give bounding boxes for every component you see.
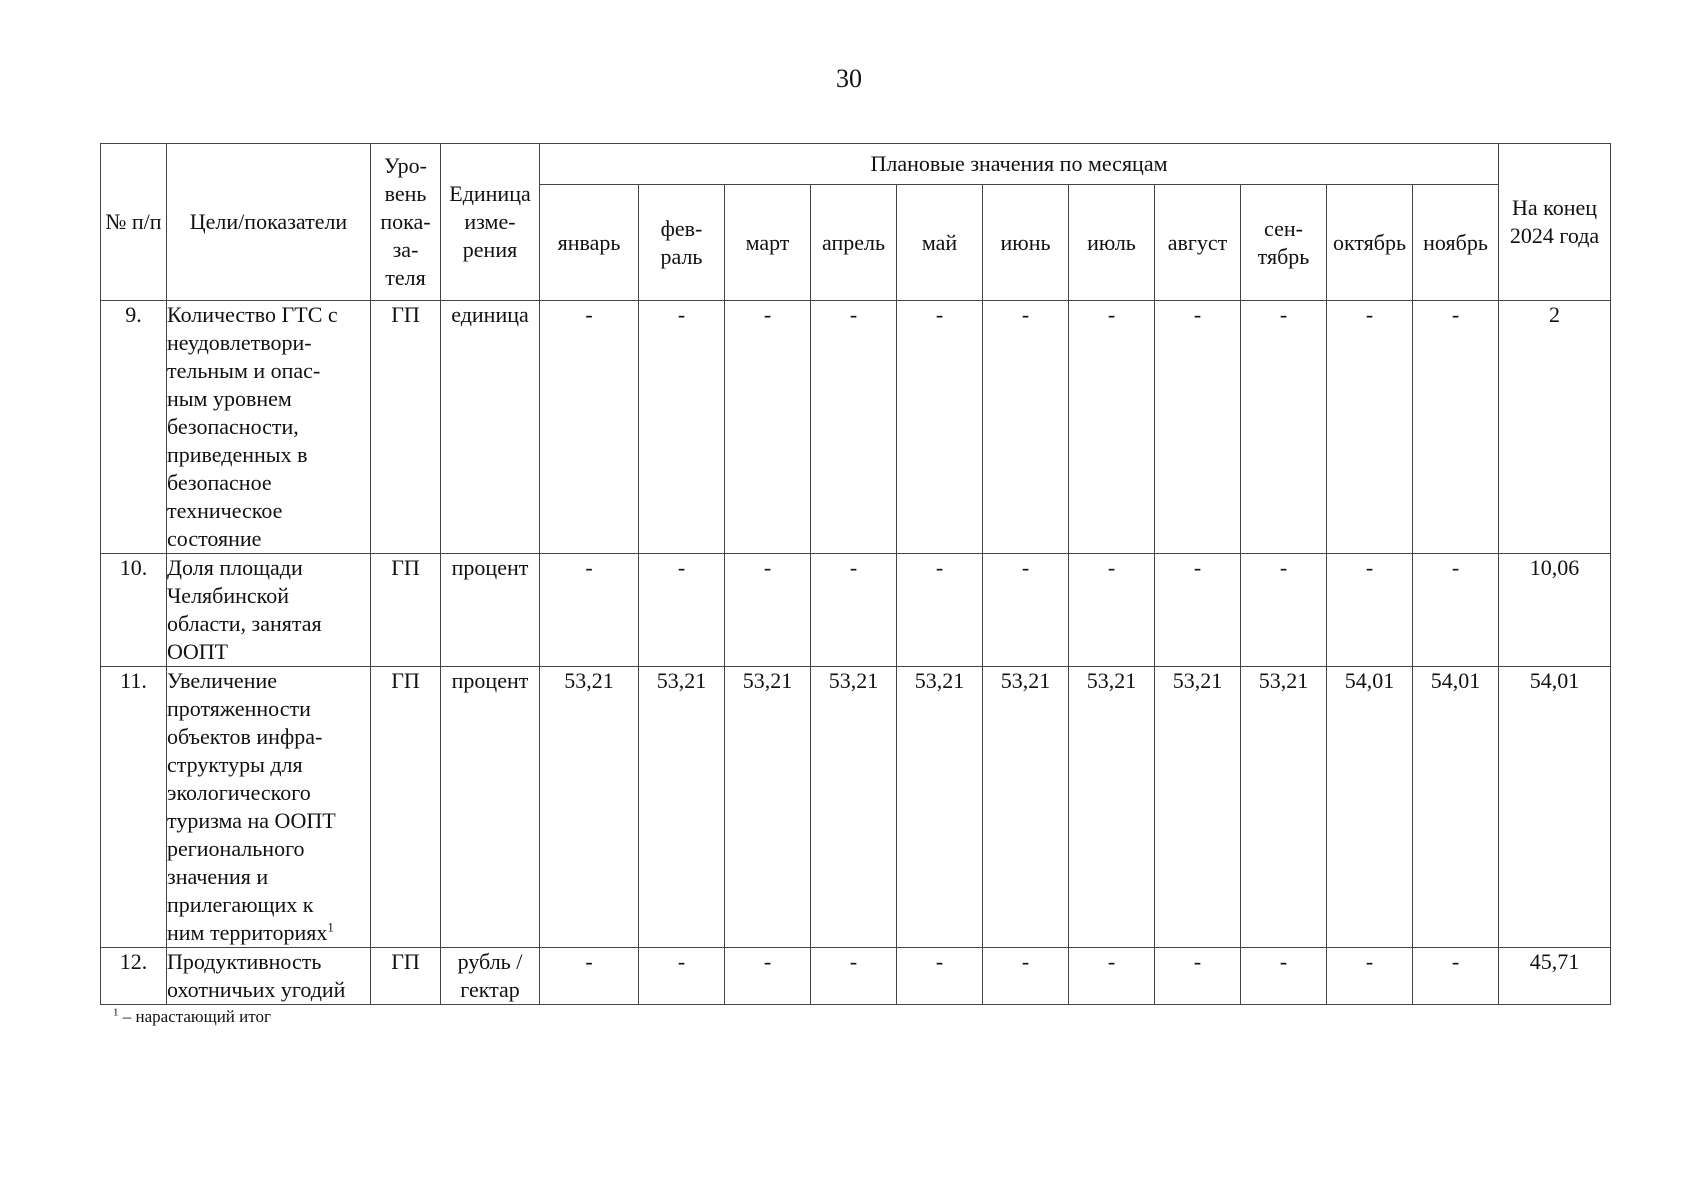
monthly-value: - (1413, 554, 1499, 667)
monthly-value: - (725, 554, 811, 667)
monthly-value: - (1069, 948, 1155, 1005)
monthly-value: 54,01 (1413, 667, 1499, 948)
row-year-end: 10,06 (1499, 554, 1611, 667)
monthly-value: - (811, 554, 897, 667)
page-number: 30 (836, 64, 862, 93)
row-number: 9. (101, 301, 167, 554)
monthly-value: - (1241, 554, 1327, 667)
monthly-value: 53,21 (540, 667, 639, 948)
row-level: ГП (371, 554, 441, 667)
monthly-value: - (897, 948, 983, 1005)
monthly-value: - (897, 301, 983, 554)
monthly-value: - (1413, 948, 1499, 1005)
row-goal-text: Продуктивность охотничьих угодий (167, 949, 346, 1002)
monthly-value: - (897, 554, 983, 667)
row-goal (167, 667, 371, 948)
table-row (101, 948, 1611, 1005)
monthly-value: - (639, 554, 725, 667)
row-level: ГП (371, 667, 441, 948)
row-year-end: 2 (1499, 301, 1611, 554)
header-unit: Единица изме- рения (441, 144, 540, 301)
header-month: март (725, 185, 811, 301)
row-unit: единица (441, 301, 540, 554)
header-goal: Цели/показатели (167, 144, 371, 301)
row-level: ГП (371, 301, 441, 554)
monthly-value: - (1069, 301, 1155, 554)
monthly-value: - (1069, 554, 1155, 667)
row-unit: процент (441, 667, 540, 948)
row-year-end: 45,71 (1499, 948, 1611, 1005)
monthly-value: - (540, 948, 639, 1005)
header-number: № п/п (101, 144, 167, 301)
header-month: август (1155, 185, 1241, 301)
monthly-value: - (1327, 554, 1413, 667)
header-year-end: На конец 2024 года (1499, 144, 1611, 301)
row-goal-text: Увеличение протяженности объектов инфра- структуры для экологического туризма на ООПТ регионального значения и прилегающих к ним территориях (167, 668, 336, 945)
monthly-value: - (1241, 301, 1327, 554)
footnote-text: – нарастающий итог (118, 1007, 271, 1026)
monthly-value: - (725, 301, 811, 554)
monthly-value: 53,21 (1155, 667, 1241, 948)
monthly-value: - (639, 948, 725, 1005)
header-month: январь (540, 185, 639, 301)
row-number: 10. (101, 554, 167, 667)
monthly-value: 53,21 (897, 667, 983, 948)
monthly-value: 53,21 (1069, 667, 1155, 948)
monthly-value: - (811, 301, 897, 554)
monthly-value: 54,01 (1327, 667, 1413, 948)
row-number: 12. (101, 948, 167, 1005)
monthly-value: - (983, 301, 1069, 554)
monthly-value: - (1327, 948, 1413, 1005)
header-months-group: Плановые значения по месяцам (540, 144, 1499, 185)
row-goal-text: Доля площади Челябинской области, занятая ООПТ (167, 555, 322, 664)
monthly-value: - (983, 948, 1069, 1005)
monthly-value: 53,21 (1241, 667, 1327, 948)
monthly-value: - (540, 554, 639, 667)
monthly-value: - (1413, 301, 1499, 554)
monthly-value: - (1155, 554, 1241, 667)
row-goal (167, 301, 371, 554)
table-row (101, 667, 1611, 948)
header-month: апрель (811, 185, 897, 301)
row-goal (167, 554, 371, 667)
header-month: июль (1069, 185, 1155, 301)
table-row (101, 301, 1611, 554)
monthly-value: - (1155, 948, 1241, 1005)
row-goal (167, 948, 371, 1005)
footnote-mark: 1 (113, 1006, 119, 1019)
monthly-value: - (983, 554, 1069, 667)
header-month: июнь (983, 185, 1069, 301)
header-month: октябрь (1327, 185, 1413, 301)
monthly-value: - (1241, 948, 1327, 1005)
monthly-value: - (1155, 301, 1241, 554)
row-number: 11. (101, 667, 167, 948)
monthly-value: - (540, 301, 639, 554)
header-month: фев- раль (639, 185, 725, 301)
plan-indicators-table (100, 143, 1611, 1005)
monthly-value: 53,21 (811, 667, 897, 948)
header-month: сен- тябрь (1241, 185, 1327, 301)
monthly-value: 53,21 (725, 667, 811, 948)
row-year-end: 54,01 (1499, 667, 1611, 948)
header-month: май (897, 185, 983, 301)
row-unit: процент (441, 554, 540, 667)
monthly-value: 53,21 (639, 667, 725, 948)
row-unit: рубль / гектар (441, 948, 540, 1005)
row-level: ГП (371, 948, 441, 1005)
monthly-value: - (725, 948, 811, 1005)
header-month: ноябрь (1413, 185, 1499, 301)
header-level: Уро- вень пока- за- теля (371, 144, 441, 301)
monthly-value: - (639, 301, 725, 554)
monthly-value: - (811, 948, 897, 1005)
footnote (113, 1007, 271, 1027)
table-row (101, 554, 1611, 667)
footnote-mark: 1 (327, 919, 334, 935)
monthly-value: 53,21 (983, 667, 1069, 948)
monthly-value: - (1327, 301, 1413, 554)
row-goal-text: Количество ГТС с неудовлетвори- тельным и опас- ным уровнем безопасности, приведенных в безопасное техническое состояние (167, 302, 338, 551)
